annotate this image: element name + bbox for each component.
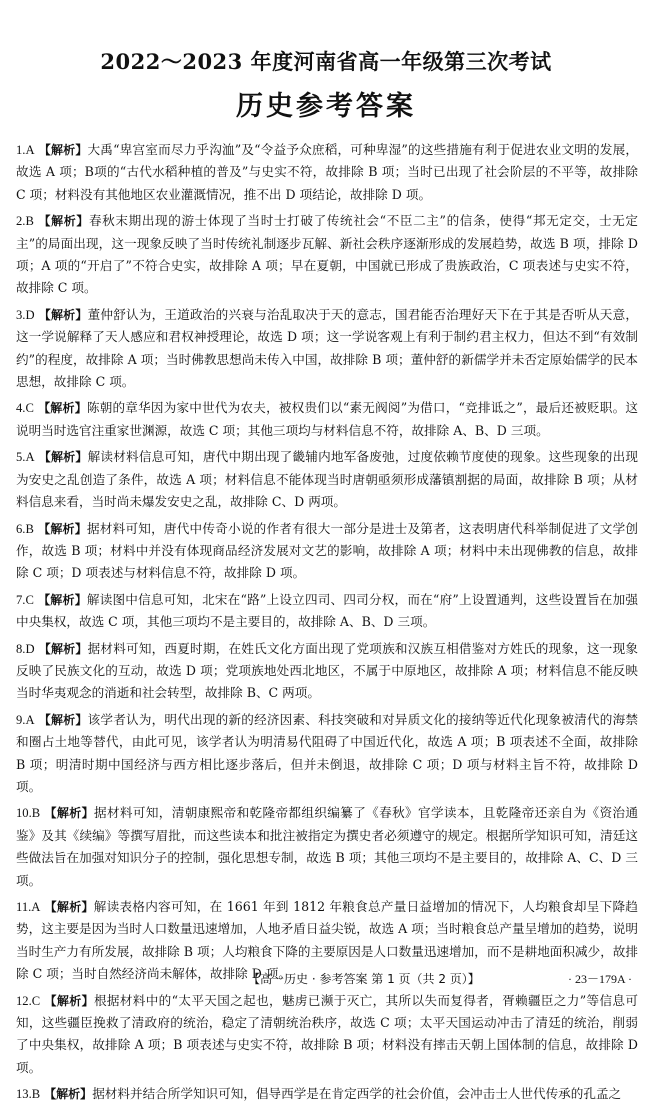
answer-number: 12.C bbox=[16, 993, 41, 1008]
answer-item bbox=[16, 446, 638, 513]
analysis-text: 春秋末期出现的游士体现了当时士打破了传统社会“不臣二主”的信条，使得“邦无定交，士无定主”的局面出现，这一现象反映了当时传统礼制逐步瓦解、新社会秩序逐渐形成的发展趋势，故选 B 项，排除 D 项；A 项的“开启了”不符合史实，故排除 A 项；早在夏朝，中国就已形成了贵族政治，C 项表述与史实不符，故排除 C 项。 bbox=[16, 213, 638, 296]
analysis-text: 据材料可知，西夏时期，在姓氏文化方面出现了党项族和汉族互相借鉴对方姓氏的现象，这一现象反映了民族文化的互动，故选 D 项；党项族地处西北地区，不属于中原地区，故排除 A 项；材料信息不能反映当时华夷观念的消逝和社会转型，故排除 B、C 两项。 bbox=[16, 640, 638, 701]
analysis-text: 董仲舒认为，王道政治的兴衰与治乱取决于天的意志，国君能否治理好天下在于其是否听从天意，这一学说解释了天人感应和君权神授理论，故选 D 项；这一学说客观上有利于制约君主权力，但达不到“有效制约”的程度，故排除 A 项；当时佛教思想尚未传入中国，故排除 B 项；董仲舒的新儒学并未否定原始儒学的民本思想，故排除 C 项。 bbox=[16, 306, 638, 390]
answer-list bbox=[16, 139, 638, 1110]
analysis-tag: 【解析】 bbox=[38, 521, 87, 536]
answer-item bbox=[16, 990, 638, 1080]
analysis-text: 根据材料中的“太平天国之起也，魅虏已濒于灭亡，其所以失而复得者，胥赖疆臣之力”等信息可知，这些疆臣挽救了清政府的统治，稳定了清朝统治秩序，故选 C 项；太平天国运动冲击了清廷的统治，削弱了中央集权，故排除 A 项；B 项表述与史实不符，故排除 B 项；材料没有摔击天朝上国体制的信息，故排除 D 项。 bbox=[16, 992, 638, 1075]
answer-number: 7.C bbox=[16, 592, 34, 607]
answer-item bbox=[16, 210, 638, 300]
answer-item bbox=[16, 709, 638, 799]
analysis-tag: 【解析】 bbox=[38, 712, 88, 727]
analysis-tag: 【解析】 bbox=[44, 993, 94, 1008]
answer-item bbox=[16, 638, 638, 705]
answer-number: 9.A bbox=[16, 712, 35, 727]
answer-number: 1.A bbox=[16, 143, 35, 157]
document-title: 历史参考答案 bbox=[236, 91, 416, 122]
analysis-text: 据材料可知，唐代中传奇小说的作者有很大一部分是进士及第者，这表明唐代科举制促进了文学创作，故选 B 项；材料中并没有体现商品经济发展对文艺的影响，故排除 A 项；材料中未出现佛教的信息，故排除 C 项；D 项表述与材料信息不符，故排除 D 项。 bbox=[16, 520, 638, 581]
page-footer bbox=[0, 968, 652, 990]
analysis-tag: 【解析】 bbox=[44, 900, 94, 914]
answer-number: 3.D bbox=[16, 307, 35, 322]
answer-number: 2.B bbox=[16, 214, 34, 229]
answer-number: 10.B bbox=[16, 806, 41, 821]
answer-item bbox=[16, 802, 638, 892]
answer-item bbox=[16, 589, 638, 634]
analysis-text: 大禹“卑宫室而尽力乎沟洫”及“令益予众庶稻，可种卑湿”的这些措施有利于促进农业文明的发展，故选 A 项；B项的“古代水稻种植的普及”与史实不符，故排除 B 项；当时已出现了社会阶层的不平等，故排除 C 项；材料没有其他地区农业灌溉情况，推不出 D 项结论，故排除 D 项。 bbox=[16, 142, 638, 202]
analysis-tag: 【解析】 bbox=[38, 143, 88, 157]
footer-code: · 23－179A · bbox=[568, 972, 632, 986]
answer-number: 8.D bbox=[16, 641, 35, 656]
analysis-tag: 【解析】 bbox=[44, 1087, 93, 1102]
answer-item bbox=[16, 304, 638, 394]
footer-page-info: 【高一历史 · 参考答案 第 1 页（共 2 页）】 bbox=[248, 972, 480, 986]
analysis-text: 据材料并结合所学知识可知，倡导西学是在肯定西学的社会价值，会冲击士人世代传承的孔孟之 bbox=[92, 1086, 622, 1102]
analysis-tag: 【解析】 bbox=[38, 307, 88, 322]
analysis-tag: 【解析】 bbox=[38, 592, 87, 607]
answer-item bbox=[16, 139, 638, 206]
answer-item bbox=[16, 1083, 638, 1105]
analysis-text: 该学者认为，明代出现的新的经济因素、科技突破和对异质文化的接纳等近代化现象被清代的海禁和圈占土地等替代，由此可见，该学者认为明清易代阻碍了中国近代化，故选 A 项；B 项表述不全面，故排除 B 项；明清时期中国经济与西方相比逐步落后，但并未倒退，故排除 C 项；D 项与材料主旨不符，故排除 D 项。 bbox=[16, 711, 638, 794]
answer-item bbox=[16, 518, 638, 585]
answer-number: 4.C bbox=[16, 401, 34, 416]
analysis-text: 解读图中信息可知，北宋在“路”上设立四司、四司分权，而在“府”上设置通判，这些设置旨在加强中央集权，故选 C 项，其他三项均不是主要目的，故排除 A、B、D 三项。 bbox=[16, 591, 638, 630]
analysis-text: 据材料可知，清朝康熙帝和乾隆帝都组织编纂了《春秋》官学读本，且乾隆帝还亲自为《资治通鉴》及其《续编》等撰写眉批，而这些读本和批注被指定为撰史者必须遵守的规定。根据所学知识可知，清廷这些做法旨在加强对知识分子的控制，强化思想专制，故选 B 项；其他三项均不是主要目的，故排除 A、C、D 三项。 bbox=[16, 805, 638, 888]
answer-item bbox=[16, 397, 638, 442]
analysis-text: 解读表格内容可知，在 1661 年到 1812 年粮食总产量日益增加的情况下，人均粮食却呈下降趋势，这主要是因为当时人口数量迅速增加，人地矛盾日益尖锐，故选 A 项；当时粮食总产量呈增加的趋势，说明当时生产力有所发展，故排除 B 项；人均粮食下降的主要原因是人口数量迅速增加，而不是耕地面积减少，故排除 C 项；当时自然经济尚未解体，故排除 D 项。 bbox=[16, 899, 638, 982]
analysis-tag: 【解析】 bbox=[44, 806, 94, 821]
analysis-text: 陈朝的章华因为家中世代为农夫，被权贵们以“素无阀阅”为借口，“竞排诋之”，最后还被贬职。这说明当时选官注重家世渊源，故选 C 项；其他三项均与材料信息不符，故排除 A、B、D 三项。 bbox=[16, 400, 638, 438]
answer-number: 5.A bbox=[16, 450, 35, 465]
answer-number: 6.B bbox=[16, 521, 34, 536]
analysis-tag: 【解析】 bbox=[38, 214, 89, 229]
analysis-tag: 【解析】 bbox=[38, 641, 88, 656]
analysis-tag: 【解析】 bbox=[38, 450, 88, 465]
analysis-tag: 【解析】 bbox=[38, 401, 87, 416]
answer-number: 13.B bbox=[16, 1087, 41, 1102]
exam-title: 2022～2023 年度河南省高一年级第三次考试 bbox=[100, 49, 552, 74]
answer-number: 11.A bbox=[16, 900, 41, 914]
analysis-text: 解读材料信息可知，唐代中期出现了畿辅内地军备废弛，过度依赖节度使的现象。这些现象的出现为安史之乱创造了条件，故选 A 项；材料信息不能体现当时唐朝亟须形成藩镇割据的局面，故排除 B 项；从材料信息来看，当时尚未爆发安史之乱，故排除 C、D 两项。 bbox=[16, 449, 638, 510]
